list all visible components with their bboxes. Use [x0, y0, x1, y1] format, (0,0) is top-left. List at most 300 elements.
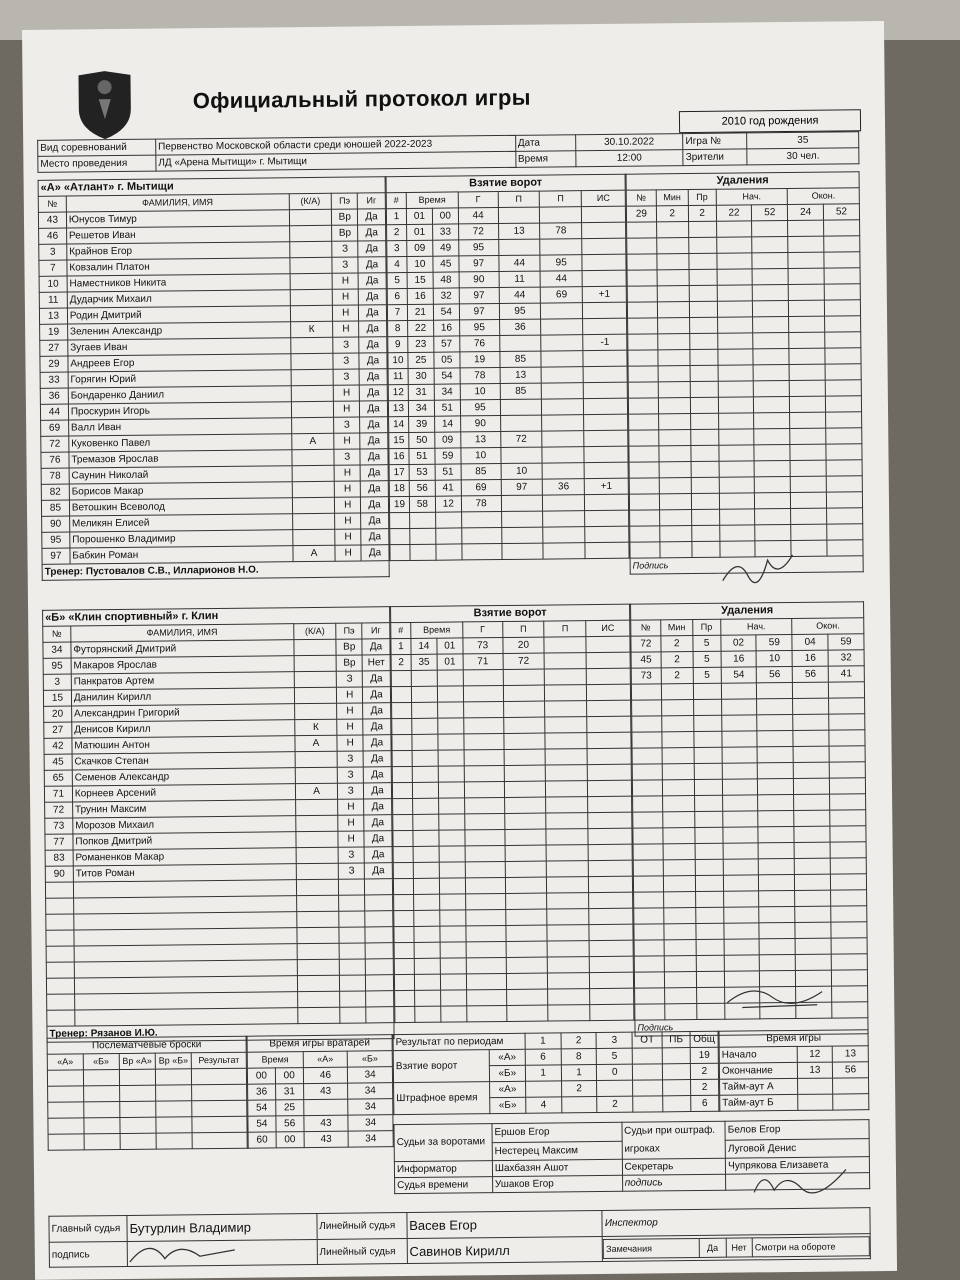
player-number: 65 [44, 770, 72, 786]
goal-assist-1: 13 [498, 223, 540, 239]
gt-ta-label: Тайм-аут А [720, 1078, 798, 1095]
so-col-res: Результат [191, 1052, 246, 1069]
penalty-end-min: 56 [793, 666, 829, 682]
player-number: 76 [41, 452, 69, 468]
player-number: 27 [40, 340, 68, 356]
player-number: 29 [40, 356, 68, 372]
player-played: Да [358, 289, 386, 305]
spect-label: Зрители [683, 149, 747, 166]
player-position: Н [334, 465, 360, 481]
goal-minute: 23 [408, 336, 434, 352]
player-number: 90 [45, 866, 73, 882]
per-pb-2 [561, 1097, 597, 1113]
goal-situation [584, 414, 628, 430]
team-a-goals [386, 174, 630, 561]
goal-second: 00 [432, 208, 458, 224]
goalie-b: 34 [348, 1115, 393, 1131]
player-role [292, 497, 335, 513]
per-goals-a-label: «А» [489, 1049, 525, 1065]
player-played: Да [359, 385, 387, 401]
player-name: Зеленин Александр [67, 322, 290, 340]
player-name: Титов Роман [73, 864, 296, 882]
secretary-signature-icon [746, 1159, 856, 1202]
goal-assist-2 [542, 415, 584, 431]
secretary-sign-label: подпись [622, 1174, 726, 1191]
player-played: Да [360, 449, 388, 465]
player-number: 97 [42, 548, 70, 564]
col-pe: Пэ [332, 193, 358, 209]
goal-assist-1: 95 [499, 303, 541, 319]
goal-assist-1 [500, 399, 542, 415]
goal-minute: 16 [407, 288, 433, 304]
goal-situation [583, 318, 627, 334]
player-position: З [333, 369, 359, 385]
goal-minute: 01 [406, 208, 432, 224]
goal-assist-1 [501, 495, 543, 511]
comp-label: Вид соревнований [38, 139, 156, 156]
g-col-is: ИС [581, 190, 625, 206]
player-position: З [338, 767, 364, 783]
line-judge-1: Васев Егор [407, 1210, 603, 1238]
goalie-a: 43 [303, 1083, 348, 1099]
goal-minute: 56 [409, 480, 435, 496]
goal-situation [582, 238, 626, 254]
goal-situation: +1 [584, 478, 628, 494]
per-gb-total: 2 [690, 1063, 718, 1079]
goalie-time-table [247, 1034, 394, 1149]
per-pa-1 [525, 1081, 561, 1097]
goal-minute: 25 [408, 352, 434, 368]
player-name: Горягин Юрий [68, 370, 291, 388]
remarks-no: Нет [726, 1238, 753, 1257]
time-value: 12:00 [575, 150, 683, 167]
goal-minute: 10 [407, 256, 433, 272]
place-value: ЛД «Арена Мытищи» г. Мытищи [156, 151, 516, 171]
remarks-yes: Да [699, 1238, 726, 1257]
timekeeper: Ушаков Егор [492, 1175, 622, 1192]
goal-second: 32 [433, 288, 459, 304]
chief-sign-label: подпись [49, 1241, 127, 1267]
player-name: Ковзалин Платон [67, 258, 290, 276]
player-position: Н [334, 433, 360, 449]
per-goals-b-label: «Б» [489, 1065, 525, 1081]
goal-scorer: 95 [459, 240, 499, 256]
goal-assist-1: 13 [500, 367, 542, 383]
player-name: Бондаренко Даниил [68, 386, 291, 404]
per-pb: ПБ [662, 1032, 690, 1048]
goal-situation [584, 446, 628, 462]
player-role: А [295, 783, 338, 799]
player-name: Корнеев Арсений [72, 784, 295, 802]
player-number: 42 [44, 738, 72, 754]
goal-scorer: 13 [461, 432, 501, 448]
goal-minute: 35 [411, 654, 437, 670]
goal-number: 1 [386, 208, 406, 224]
player-name: Футорянский Дмитрий [71, 640, 294, 658]
player-position: Н [338, 815, 364, 831]
per-pa-ot [633, 1080, 663, 1096]
goal-assist-2 [542, 431, 584, 447]
date-value: 30.10.2022 [575, 134, 683, 151]
goal-assist-2: 78 [540, 223, 582, 239]
player-played: Да [363, 719, 391, 735]
penalty-start-sec: 52 [752, 204, 788, 220]
penalty-reason: 5 [693, 651, 721, 667]
penalty-start-min: 02 [721, 635, 757, 651]
player-name: Наместников Никита [67, 274, 290, 292]
per-pb-pb [663, 1096, 691, 1112]
player-played: Да [364, 847, 392, 863]
player-role [292, 465, 335, 481]
per-pb-total: 6 [691, 1095, 719, 1111]
b-col-name: ФАМИЛИЯ, ИМЯ [71, 624, 294, 642]
goalie-b: 34 [348, 1067, 393, 1083]
player-number: 36 [40, 388, 68, 404]
team-b-coach: Тренер: Рязанов И.Ю. [47, 1023, 394, 1043]
penalty-end-sec: 59 [828, 634, 864, 650]
goal-scorer: 97 [459, 288, 499, 304]
goal-scorer: 85 [461, 464, 501, 480]
shootout-title: Послематчевые броски [47, 1036, 246, 1054]
goal-assist-2 [541, 351, 583, 367]
player-number: 15 [43, 690, 71, 706]
goal-assist-2: 69 [541, 287, 583, 303]
goal-scorer: 73 [463, 638, 503, 654]
player-name: Данилин Кирилл [71, 688, 294, 706]
player-role [290, 305, 333, 321]
goal-minute: 58 [409, 496, 435, 512]
player-role [290, 337, 333, 353]
b-col-num: № [43, 626, 71, 642]
penalty-player: 29 [626, 206, 656, 222]
player-position: З [337, 751, 363, 767]
col-name: ФАМИЛИЯ, ИМЯ [66, 194, 289, 212]
player-role: А [291, 433, 334, 449]
col-ig: Иг [357, 193, 385, 209]
penalty-start-sec: 10 [757, 650, 793, 666]
player-position: Н [337, 719, 363, 735]
goal-assist-2: 95 [540, 255, 582, 271]
goal-assist-1: 44 [499, 287, 541, 303]
periods-title: Результат по периодам [393, 1033, 525, 1050]
per-pa-pb [663, 1080, 691, 1096]
player-role [296, 847, 339, 863]
gt-col-time: Время [247, 1052, 303, 1069]
goal-assist-1: 97 [501, 479, 543, 495]
gt-col-a: «А» [303, 1051, 348, 1067]
goal-minute: 53 [409, 464, 435, 480]
g-col-time: Время [406, 192, 458, 209]
player-role: К [294, 719, 337, 735]
player-name: Денисов Кирилл [72, 720, 295, 738]
team-b-goals [390, 604, 634, 1023]
goal-minute: 30 [408, 368, 434, 384]
player-played: Да [362, 639, 390, 655]
gt-end-m: 56 [833, 1062, 869, 1078]
player-name: Матюшин Антон [72, 736, 295, 754]
goal-minute: 51 [409, 448, 435, 464]
goal-assist-1: 85 [500, 383, 542, 399]
penalty-end-min: 04 [792, 634, 828, 650]
goalie-row [248, 1115, 393, 1133]
goal-second: 51 [435, 464, 461, 480]
date-label: Дата [515, 135, 575, 152]
player-role [293, 639, 336, 655]
player-number: 3 [43, 674, 71, 690]
comp-value: Первенство Московской области среди юношей 2022-2023 [156, 135, 516, 155]
player-role [292, 481, 335, 497]
goal-assist-2 [541, 303, 583, 319]
player-role [289, 241, 332, 257]
player-name: Борисов Макар [69, 482, 292, 500]
gt-col-b: «Б» [348, 1051, 393, 1067]
goal-number: 7 [387, 304, 407, 320]
goal-assist-2 [542, 447, 584, 463]
player-position: Вр [336, 655, 362, 671]
team-a-signature-icon [717, 550, 797, 591]
per-h1: 1 [525, 1033, 561, 1049]
player-name: Зугаев Иван [68, 338, 291, 356]
goal-number: 4 [387, 256, 407, 272]
g-col-p1: П [498, 191, 540, 207]
per-gb-2: 1 [561, 1065, 597, 1081]
goal-second: 59 [435, 448, 461, 464]
player-played: Да [363, 703, 391, 719]
goal-assist-2 [541, 319, 583, 335]
shootout-table [47, 1036, 248, 1151]
goal-number: 17 [389, 464, 409, 480]
so-col-b: «Б» [83, 1054, 119, 1070]
player-name: Юнусов Тимур [66, 210, 289, 228]
goal-scorer: 44 [458, 208, 498, 224]
team-b-title: «Б» «Клин спортивный» г. Клин [43, 607, 390, 627]
goal-assist-1 [500, 447, 542, 463]
player-name: Крайнов Егор [67, 242, 290, 260]
goal-assist-2 [541, 335, 583, 351]
penalty-end-min: 24 [788, 204, 824, 220]
player-role: А [294, 735, 337, 751]
per-gb-pb [662, 1064, 690, 1080]
player-name: Дударчик Михаил [67, 290, 290, 308]
per-h2: 2 [561, 1033, 597, 1049]
bp-col-start: Нач. [720, 618, 792, 635]
per-pen-b-label: «Б» [490, 1097, 526, 1113]
player-role [296, 863, 339, 879]
goal-scorer: 97 [459, 256, 499, 272]
player-role [292, 529, 335, 545]
player-position: Н [335, 529, 361, 545]
per-pa-total: 2 [690, 1079, 718, 1095]
goal-number: 16 [389, 448, 409, 464]
goalie-minute: 36 [248, 1084, 276, 1100]
periods-table [393, 1031, 720, 1115]
goal-assist-2: 36 [543, 479, 585, 495]
time-label: Время [515, 151, 575, 168]
chief-signature-icon [125, 1236, 245, 1273]
goal-number: 13 [388, 400, 408, 416]
col-ka: (К/А) [289, 193, 332, 209]
goalie-b: 34 [348, 1131, 393, 1147]
goal-second: 14 [434, 416, 460, 432]
player-role [291, 369, 334, 385]
player-number: 71 [44, 786, 72, 802]
goal-second: 45 [433, 256, 459, 272]
player-position: Вр [332, 209, 358, 225]
penalty-start-sec: 56 [757, 666, 793, 682]
player-position: З [332, 241, 358, 257]
player-position: Н [337, 735, 363, 751]
per-pen-a-label: «А» [489, 1081, 525, 1097]
player-name: Проскурин Игорь [68, 402, 291, 420]
gt-end-label: Окончание [719, 1062, 797, 1079]
player-played: Да [360, 401, 388, 417]
goalie-second: 25 [276, 1100, 304, 1116]
player-name: Валл Иван [68, 418, 291, 436]
player-played: Да [358, 225, 386, 241]
goal-scorer: 90 [459, 272, 499, 288]
penalty-minutes: 2 [661, 636, 693, 652]
birth-year: 2010 год рождения [679, 109, 861, 133]
player-position: З [333, 353, 359, 369]
goal-situation [584, 430, 628, 446]
goal-second: 54 [434, 368, 460, 384]
goal-assist-2 [542, 399, 584, 415]
goal-scorer: 97 [459, 304, 499, 320]
goal-minute: 34 [408, 400, 434, 416]
per-gb-1: 1 [525, 1065, 561, 1081]
player-role [294, 687, 337, 703]
page-title: Официальный протокол игры [192, 84, 531, 114]
goalie-row [248, 1131, 393, 1149]
game-label: Игра № [683, 133, 747, 150]
goal-number: 11 [388, 368, 408, 384]
player-role [294, 703, 337, 719]
team-a-sign: Подпись [630, 556, 863, 574]
penalty-start-min: 22 [716, 205, 752, 221]
player-role [291, 417, 334, 433]
player-role: К [290, 321, 333, 337]
per-pa-2: 2 [561, 1081, 597, 1097]
spect-value: 30 чел. [747, 148, 859, 165]
goal-situation [583, 350, 627, 366]
goal-assist-1 [500, 415, 542, 431]
player-played: Да [364, 863, 392, 879]
player-number: 46 [39, 228, 67, 244]
per-ga-2: 8 [561, 1049, 597, 1065]
per-pb-1: 4 [526, 1097, 562, 1113]
goal-scorer: 10 [460, 384, 500, 400]
goal-judge-1: Ершов Егор [492, 1122, 622, 1142]
player-number: 72 [45, 802, 73, 818]
b-col-pe: Пэ [336, 623, 362, 639]
game-value: 35 [747, 132, 859, 149]
player-played: Да [359, 321, 387, 337]
goal-number: 1 [391, 638, 411, 654]
goal-assist-1 [498, 239, 540, 255]
goal-assist-1 [499, 335, 541, 351]
player-played: Да [361, 545, 389, 561]
pen-judge-2: Луговой Денис [725, 1138, 869, 1158]
bg-col-p2: П [544, 621, 586, 637]
goal-second: 41 [435, 480, 461, 496]
inspector-label: Инспектор [602, 1208, 870, 1237]
player-position: Н [338, 799, 364, 815]
goals-title-b: Взятие ворот [391, 604, 630, 623]
goal-assist-1: 72 [503, 653, 545, 669]
bp-col-num: № [631, 620, 661, 636]
player-played: Нет [362, 655, 390, 671]
player-role [290, 273, 333, 289]
penalty-minutes: 2 [656, 206, 688, 222]
player-number: 72 [41, 436, 69, 452]
gt-tb-label: Тайм-аут Б [720, 1094, 798, 1111]
player-played: Да [363, 735, 391, 751]
goal-number: 12 [388, 384, 408, 400]
player-name: Порошенко Владимир [70, 530, 293, 548]
so-col-vra: Вр «А» [119, 1053, 156, 1069]
goal-scorer: 90 [460, 416, 500, 432]
goalie-a [303, 1099, 348, 1115]
goal-number: 3 [387, 240, 407, 256]
per-h3: 3 [596, 1032, 632, 1048]
player-name: Куковенко Павел [69, 434, 292, 452]
player-played: Да [364, 815, 392, 831]
goal-assist-1: 36 [499, 319, 541, 335]
player-role [290, 353, 333, 369]
col-num: № [38, 196, 66, 212]
goal-second: 12 [435, 496, 461, 512]
so-col-vrb: Вр «Б» [155, 1053, 191, 1069]
player-played: Да [361, 529, 389, 545]
player-role [291, 401, 334, 417]
player-role [290, 289, 333, 305]
per-ga-pb [662, 1048, 690, 1064]
goal-assist-2 [542, 463, 584, 479]
goalie-b: 34 [348, 1099, 393, 1115]
goal-judges-label: Судьи за воротами [394, 1124, 492, 1162]
team-a-penalties [626, 171, 864, 574]
goalie-second: 00 [275, 1068, 303, 1084]
goal-assist-2 [541, 367, 583, 383]
protocol-sheet [22, 21, 897, 1280]
player-name: Александрин Григорий [71, 704, 294, 722]
player-position: Вр [336, 639, 362, 655]
goal-scorer: 72 [458, 224, 498, 240]
player-number: 78 [41, 468, 69, 484]
penalty-start-min: 16 [721, 651, 757, 667]
player-position: Н [333, 305, 359, 321]
goal-situation [583, 302, 627, 318]
player-name: Семенов Александр [72, 768, 295, 786]
player-position: Н [333, 321, 359, 337]
chief-label: Главный судья [49, 1215, 127, 1242]
goal-scorer: 76 [460, 336, 500, 352]
goal-row [390, 542, 629, 561]
per-gb-3: 0 [597, 1064, 633, 1080]
b-col-ig: Иг [362, 623, 390, 639]
player-number: 43 [38, 212, 66, 228]
remarks-see-back: Смотри на обороте [752, 1237, 869, 1257]
player-number: 10 [39, 276, 67, 292]
goal-scorer: 69 [461, 480, 501, 496]
goalie-a: 46 [303, 1067, 348, 1083]
player-name: Родин Дмитрий [67, 306, 290, 324]
goalie-a: 43 [304, 1131, 349, 1147]
goalie-second: 31 [275, 1084, 303, 1100]
penalty-end-min: 16 [792, 650, 828, 666]
player-played: Да [364, 831, 392, 847]
player-played: Да [358, 241, 386, 257]
